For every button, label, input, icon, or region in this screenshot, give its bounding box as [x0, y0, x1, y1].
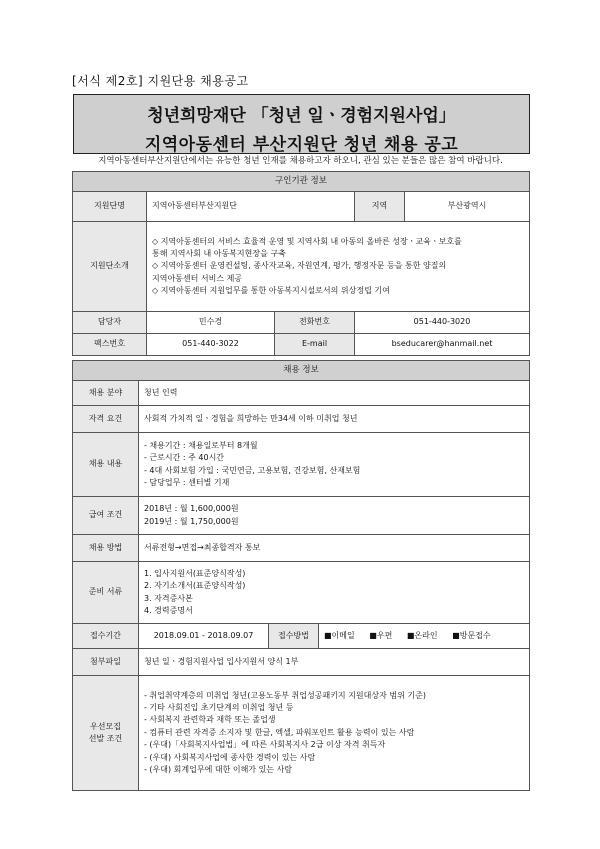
field-value: 청년 인력 — [139, 381, 530, 406]
email-value[interactable]: bseducarer@hanmail.net — [355, 334, 530, 356]
attach-label: 첨부파일 — [73, 649, 139, 676]
org-intro-line: ◇ 지역아동센터 지원업무를 통한 아동복지시설로서의 위상정립 기여 — [152, 286, 390, 296]
pref-item: - 취업취약계층의 미취업 청년(고용노동부 취업성공패키지 지원대상자 범위 기준) — [144, 690, 426, 700]
content-item: - 4대 사회보험 가입 : 국민연금, 고용보험, 건강보험, 산재보험 — [144, 465, 361, 475]
method-value: 서류전형→면접→최종합격자 통보 — [139, 535, 530, 562]
org-info-table — [72, 171, 530, 356]
pref-item: - 사회복지 관련학과 재학 또는 졸업생 — [144, 715, 276, 725]
submit-option-visit: ■방문접수 — [452, 630, 491, 640]
pref-item: - 컴퓨터 관련 자격증 소지자 및 한글, 엑셀, 파워포인트 활용 능력이 있는 사람 — [144, 727, 415, 737]
period-label: 접수기간 — [73, 624, 139, 649]
submit-option-post: ■우편 — [369, 630, 393, 640]
org-name-value: 지역아동센터부산지원단 — [147, 192, 355, 222]
method-label: 채용 방법 — [73, 535, 139, 562]
field-label: 채용 분야 — [73, 381, 139, 406]
pref-label: 우선모집 선발 조건 — [73, 676, 139, 791]
org-name-label: 지원단명 — [73, 192, 147, 222]
phone-value: 051-440-3020 — [355, 312, 530, 334]
pref-list — [139, 676, 530, 791]
intro-text: 지역아동센터부산지원단에서는 유능한 청년 인재를 채용하고자 하오니, 관심 있는 분들은 많은 참여 바랍니다. — [98, 156, 503, 166]
salary-label: 급여 조건 — [73, 497, 139, 535]
docs-list — [139, 562, 530, 624]
contact-value: 민수경 — [147, 312, 275, 334]
qual-value: 사회적 가치적 일ㆍ경험을 희망하는 만34세 이하 미취업 청년 — [139, 406, 530, 433]
email-label: E-mail — [275, 334, 355, 356]
docs-item: 1. 입사지원서(표준양식작성) — [144, 568, 246, 578]
submit-option-online: ■온라인 — [406, 630, 438, 640]
content-item: - 담당업무 : 센터별 기재 — [144, 477, 230, 487]
fax-value: 051-440-3022 — [147, 334, 275, 356]
period-value: 2018.09.01 - 2018.09.07 — [139, 624, 269, 649]
recruit-info-table — [72, 360, 530, 791]
recruit-section-header: 채용 정보 — [73, 361, 530, 381]
docs-item: 4. 경력증명서 — [144, 605, 193, 615]
qual-label: 자격 요건 — [73, 406, 139, 433]
submit-option-email: ■이메일 — [324, 630, 355, 640]
docs-item: 2. 자기소개서(표준양식작성) — [144, 581, 246, 591]
title-box — [73, 94, 530, 154]
region-label: 지역 — [355, 192, 405, 222]
submit-label: 접수방법 — [269, 624, 319, 649]
pref-item: - (우대)「사회복지사업법」에 따른 사회복지사 2급 이상 자격 취득자 — [144, 740, 386, 750]
salary-item: 2018년 : 월 1,600,000원 — [144, 504, 239, 514]
submit-options — [319, 624, 530, 649]
region-value: 부산광역시 — [405, 192, 530, 222]
title-line-1: 청년희망재단 「청년 일ㆍ경험지원사업」 — [147, 106, 456, 126]
org-section-header: 구인기관 정보 — [73, 172, 530, 192]
salary-item: 2019년 : 월 1,750,000원 — [144, 516, 239, 526]
docs-label: 준비 서류 — [73, 562, 139, 624]
form-label: [서식 제2호] 지원단용 채용공고 — [72, 74, 249, 88]
org-intro-label: 지원단소개 — [73, 222, 147, 312]
content-list — [139, 433, 530, 497]
pref-item: - 기타 사회진입 초기단계의 미취업 청년 등 — [144, 703, 294, 713]
contact-label: 담당자 — [73, 312, 147, 334]
org-intro-line: ◇ 지역아동센터의 서비스 효율적 운영 및 지역사회 내 아동의 올바른 성장ㆍ교육ㆍ보호를 통해 지역사회 내 아동복지현장을 구축 — [152, 236, 462, 258]
salary-list — [139, 497, 530, 535]
phone-label: 전화번호 — [275, 312, 355, 334]
content-item: - 근로시간 : 주 40시간 — [144, 453, 225, 463]
attach-value: 청년 일ㆍ경험지원사업 입사지원서 양식 1부 — [139, 649, 530, 676]
docs-item: 3. 자격증사본 — [144, 593, 193, 603]
fax-label: 팩스번호 — [73, 334, 147, 356]
pref-item: - (우대) 사회복지사업에 종사한 경력이 있는 사람 — [144, 752, 316, 762]
org-intro-line: ◇ 지역아동센터 운영컨설팅, 종사자교육, 자원연계, 평가, 행정자문 등을 통한 양질의 지역아동센터 서비스 제공 — [152, 261, 447, 283]
title-line-2: 지역아동센터 부산지원단 청년 채용 공고 — [144, 135, 459, 155]
org-intro-content — [147, 222, 530, 312]
content-item: - 채용기간 : 채용일로부터 8개월 — [144, 440, 258, 450]
pref-item: - (우대) 회계업무에 대한 이해가 있는 사람 — [144, 764, 293, 774]
content-label: 채용 내용 — [73, 433, 139, 497]
